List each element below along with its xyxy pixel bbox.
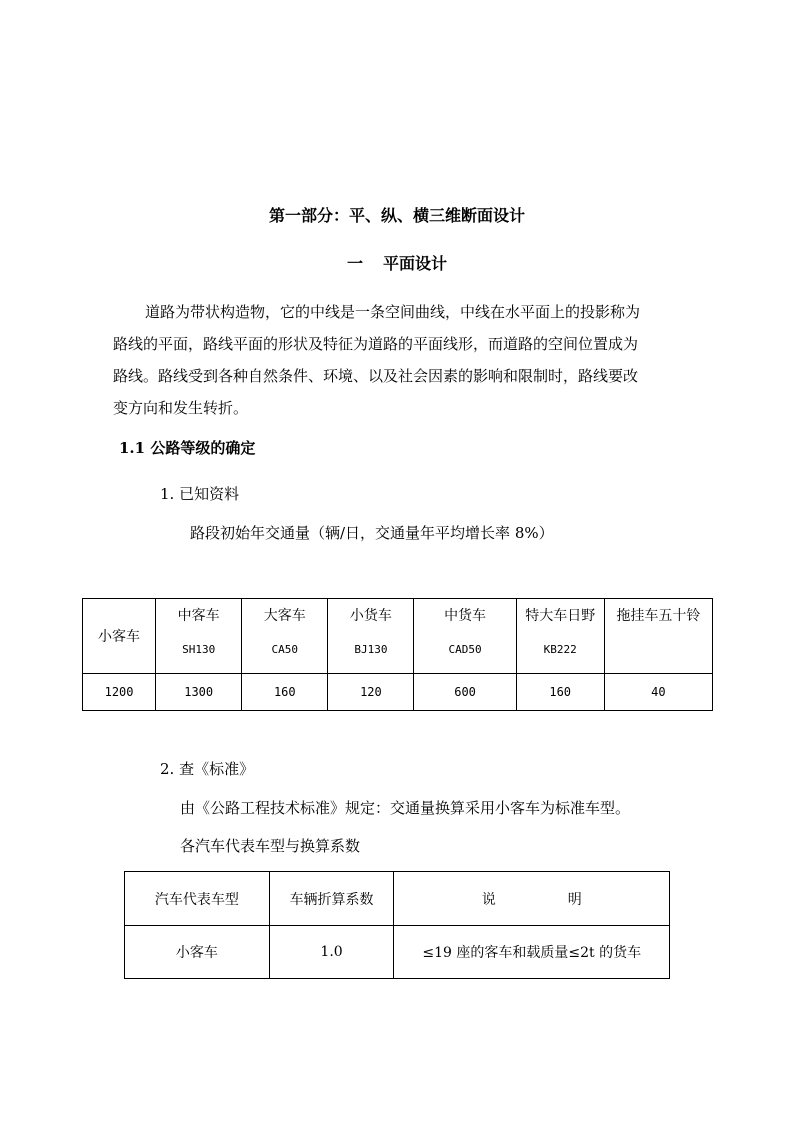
document-title: 第一部分：平、纵、横三维断面设计: [268, 206, 525, 225]
table-header-row: [83, 599, 713, 674]
intro-paragraph: [113, 296, 683, 424]
traffic-volume-table: [82, 598, 713, 711]
table-cell: 1300: [156, 674, 242, 711]
section-number: 一: [346, 254, 363, 273]
table-header-cell: 说 明: [394, 872, 670, 926]
table-header-cell: 小客车: [83, 599, 156, 674]
conversion-table-caption: 各汽车代表车型与换算系数: [180, 837, 361, 855]
table-cell: 40: [604, 674, 712, 711]
table-header-cell: 特大车日野 KB222: [516, 599, 604, 674]
intro-line: 路线的平面，路线平面的形状及特征为道路的平面线形，而道路的空间位置成为: [113, 335, 639, 353]
table-row: [83, 674, 713, 711]
table-cell: 600: [414, 674, 516, 711]
conversion-factor-table: [124, 871, 670, 979]
step-check-standard: 2. 查《标准》: [160, 760, 255, 778]
standard-statement: 由《公路工程技术标准》规定：交通量换算采用小客车为标准车型。: [180, 799, 631, 817]
section-heading: [0, 251, 794, 274]
intro-line: 道路为带状构造物，它的中线是一条空间曲线，中线在水平面上的投影称为: [145, 303, 641, 321]
intro-line: 变方向和发生转折。: [113, 399, 249, 417]
table-header-cell: 拖挂车五十铃: [604, 599, 712, 674]
table-row: [125, 926, 670, 979]
table-cell: 160: [242, 674, 328, 711]
table-header-cell: 汽车代表车型: [125, 872, 270, 926]
table-header-row: [125, 872, 670, 926]
table-cell: 1.0: [269, 926, 394, 979]
step-known-data: 1. 已知资料: [160, 485, 240, 503]
table-header-cell: 车辆折算系数: [269, 872, 394, 926]
table-cell: 小客车: [125, 926, 270, 979]
table-cell: 160: [516, 674, 604, 711]
table-cell: 1200: [83, 674, 156, 711]
table-header-cell: 大客车 CA50: [242, 599, 328, 674]
table-header-cell: 中货车 CAD50: [414, 599, 516, 674]
table-cell: 120: [328, 674, 414, 711]
table-header-cell: 小货车 BJ130: [328, 599, 414, 674]
intro-line: 路线。路线受到各种自然条件、环境、以及社会因素的影响和限制时，路线要改: [113, 367, 639, 385]
table-header-cell: 中客车 SH130: [156, 599, 242, 674]
table-cell: ≤19 座的客车和载质量≤2t 的货车: [394, 926, 670, 979]
traffic-table-caption: 路段初始年交通量（辆/日，交通量年平均增长率 8%）: [190, 524, 554, 542]
section-title: 平面设计: [383, 254, 448, 273]
subsection-heading: 1.1 公路等级的确定: [119, 439, 256, 457]
